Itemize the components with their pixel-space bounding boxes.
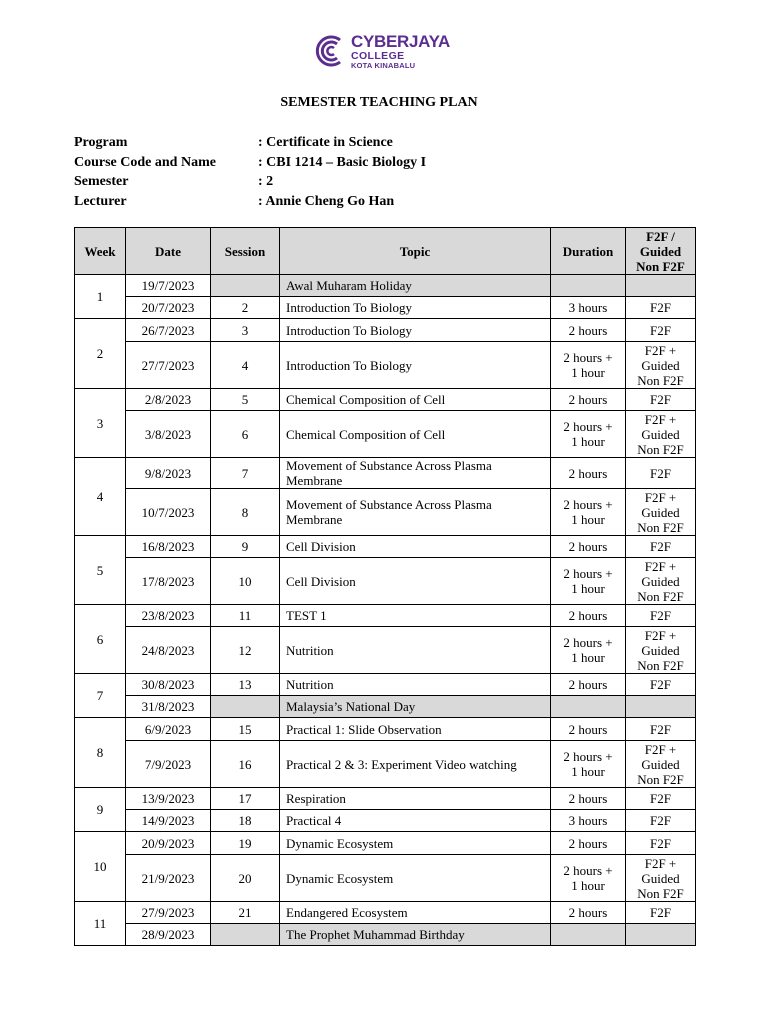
table-row — [75, 275, 696, 297]
cell-date: 27/7/2023 — [126, 342, 211, 389]
cell-mode: F2F + Guided Non F2F — [626, 558, 696, 605]
cell-topic: Introduction To Biology — [280, 297, 551, 319]
cell-duration: 2 hours — [551, 458, 626, 489]
cell-mode: F2F — [626, 902, 696, 924]
table-row — [75, 605, 696, 627]
cell-topic: Nutrition — [280, 674, 551, 696]
info-row-course — [74, 153, 426, 173]
table-row — [75, 810, 696, 832]
cell-topic: Practical 2 & 3: Experiment Video watching — [280, 741, 551, 788]
info-row-program — [74, 133, 426, 153]
page-title: SEMESTER TEACHING PLAN — [280, 95, 478, 110]
table-row — [75, 389, 696, 411]
cell-topic: Practical 1: Slide Observation — [280, 718, 551, 741]
table-row — [75, 297, 696, 319]
cell-duration: 2 hours — [551, 832, 626, 855]
cell-duration: 2 hours + 1 hour — [551, 411, 626, 458]
cell-topic: Chemical Composition of Cell — [280, 389, 551, 411]
cell-session: 12 — [211, 627, 280, 674]
cell-mode: F2F + Guided Non F2F — [626, 855, 696, 902]
table-row — [75, 458, 696, 489]
cell-session: 17 — [211, 788, 280, 810]
table-row — [75, 558, 696, 605]
cell-session: 10 — [211, 558, 280, 605]
cell-mode: F2F — [626, 458, 696, 489]
table-row — [75, 411, 696, 458]
info-label: Lecturer — [74, 193, 127, 209]
cell-duration — [551, 924, 626, 946]
cell-duration: 2 hours + 1 hour — [551, 741, 626, 788]
table-row — [75, 718, 696, 741]
table-row — [75, 696, 696, 718]
header-session: Session — [211, 228, 280, 275]
cell-date: 31/8/2023 — [126, 696, 211, 718]
cell-session — [211, 275, 280, 297]
cell-duration — [551, 696, 626, 718]
cell-session: 15 — [211, 718, 280, 741]
cell-session: 9 — [211, 536, 280, 558]
logo-line-3: KOTA KINABALU — [351, 61, 416, 70]
info-label: Course Code and Name — [74, 154, 216, 170]
cell-mode: F2F — [626, 832, 696, 855]
cell-duration: 2 hours — [551, 674, 626, 696]
cell-mode: F2F + Guided Non F2F — [626, 627, 696, 674]
cell-duration — [551, 275, 626, 297]
table-row — [75, 924, 696, 946]
cell-topic: Malaysia’s National Day — [280, 696, 551, 718]
cell-mode: F2F — [626, 297, 696, 319]
cell-mode: F2F + Guided Non F2F — [626, 489, 696, 536]
cell-week: 1 — [75, 275, 126, 319]
cell-week: 7 — [75, 674, 126, 718]
info-value: : Annie Cheng Go Han — [258, 193, 395, 209]
cell-mode: F2F — [626, 674, 696, 696]
cell-mode: F2F — [626, 319, 696, 342]
cell-date: 30/8/2023 — [126, 674, 211, 696]
cell-mode: F2F + Guided Non F2F — [626, 741, 696, 788]
cell-date: 23/8/2023 — [126, 605, 211, 627]
header-date: Date — [126, 228, 211, 275]
cell-topic: The Prophet Muhammad Birthday — [280, 924, 551, 946]
info-row-semester — [74, 172, 426, 192]
cell-session: 4 — [211, 342, 280, 389]
cell-duration: 2 hours + 1 hour — [551, 342, 626, 389]
cell-date: 13/9/2023 — [126, 788, 211, 810]
logo-line-1: CYBERJAYA — [351, 31, 451, 51]
cell-duration: 2 hours — [551, 389, 626, 411]
table-row — [75, 788, 696, 810]
table-row — [75, 902, 696, 924]
cell-session: 19 — [211, 832, 280, 855]
cell-duration: 2 hours + 1 hour — [551, 489, 626, 536]
college-logo-text — [351, 33, 450, 70]
cell-duration: 3 hours — [551, 297, 626, 319]
cell-week: 4 — [75, 458, 126, 536]
cell-mode — [626, 696, 696, 718]
cell-topic: Cell Division — [280, 558, 551, 605]
cell-topic: Movement of Substance Across Plasma Membrane — [280, 489, 551, 536]
table-row — [75, 832, 696, 855]
table-row — [75, 855, 696, 902]
cell-date: 19/7/2023 — [126, 275, 211, 297]
cell-duration: 2 hours + 1 hour — [551, 855, 626, 902]
header-week: Week — [75, 228, 126, 275]
cell-session: 3 — [211, 319, 280, 342]
cell-mode: F2F — [626, 389, 696, 411]
cell-duration: 2 hours — [551, 902, 626, 924]
cell-mode: F2F — [626, 605, 696, 627]
cell-session: 11 — [211, 605, 280, 627]
cell-date: 24/8/2023 — [126, 627, 211, 674]
cell-date: 20/9/2023 — [126, 832, 211, 855]
cell-topic: Dynamic Ecosystem — [280, 832, 551, 855]
table-body — [75, 275, 696, 946]
cell-session: 21 — [211, 902, 280, 924]
cell-topic: TEST 1 — [280, 605, 551, 627]
cell-date: 7/9/2023 — [126, 741, 211, 788]
cell-date: 6/9/2023 — [126, 718, 211, 741]
cell-session: 6 — [211, 411, 280, 458]
cell-week: 9 — [75, 788, 126, 832]
info-value: : 2 — [258, 174, 274, 189]
cell-date: 17/8/2023 — [126, 558, 211, 605]
cell-date: 27/9/2023 — [126, 902, 211, 924]
table-row — [75, 536, 696, 558]
college-logo-icon — [312, 33, 348, 69]
cell-week: 10 — [75, 832, 126, 902]
cell-duration: 2 hours + 1 hour — [551, 558, 626, 605]
cell-date: 14/9/2023 — [126, 810, 211, 832]
cell-week: 3 — [75, 389, 126, 458]
logo-line-2: COLLEGE — [351, 49, 405, 62]
info-row-lecturer — [74, 192, 426, 212]
cell-session — [211, 924, 280, 946]
cell-session: 7 — [211, 458, 280, 489]
cell-date: 3/8/2023 — [126, 411, 211, 458]
cell-date: 2/8/2023 — [126, 389, 211, 411]
cell-topic: Awal Muharam Holiday — [280, 275, 551, 297]
cell-mode — [626, 275, 696, 297]
info-value: : CBI 1214 – Basic Biology I — [258, 154, 427, 170]
info-label: Semester — [74, 174, 129, 189]
cell-mode: F2F — [626, 536, 696, 558]
cell-topic: Introduction To Biology — [280, 319, 551, 342]
cell-week: 8 — [75, 718, 126, 788]
cell-topic: Nutrition — [280, 627, 551, 674]
cell-mode: F2F — [626, 718, 696, 741]
cell-week: 2 — [75, 319, 126, 389]
cell-date: 26/7/2023 — [126, 319, 211, 342]
cell-mode: F2F + Guided Non F2F — [626, 411, 696, 458]
cell-date: 20/7/2023 — [126, 297, 211, 319]
table-row — [75, 319, 696, 342]
table-header-row — [75, 228, 696, 275]
cell-session: 16 — [211, 741, 280, 788]
cell-session: 13 — [211, 674, 280, 696]
cell-session: 2 — [211, 297, 280, 319]
cell-date: 10/7/2023 — [126, 489, 211, 536]
cell-mode: F2F — [626, 788, 696, 810]
table-row — [75, 627, 696, 674]
info-value: : Certificate in Science — [258, 135, 393, 150]
cell-duration: 2 hours — [551, 536, 626, 558]
cell-session — [211, 696, 280, 718]
header-topic: Topic — [280, 228, 551, 275]
cell-topic: Endangered Ecosystem — [280, 902, 551, 924]
cell-week: 6 — [75, 605, 126, 674]
table-row — [75, 741, 696, 788]
cell-session: 5 — [211, 389, 280, 411]
table-row — [75, 489, 696, 536]
cell-mode — [626, 924, 696, 946]
college-logo — [312, 30, 462, 72]
cell-mode: F2F + Guided Non F2F — [626, 342, 696, 389]
cell-mode: F2F — [626, 810, 696, 832]
cell-duration: 2 hours — [551, 718, 626, 741]
cell-duration: 2 hours — [551, 319, 626, 342]
cell-week: 11 — [75, 902, 126, 946]
cell-duration: 2 hours + 1 hour — [551, 627, 626, 674]
cell-date: 16/8/2023 — [126, 536, 211, 558]
cell-session: 20 — [211, 855, 280, 902]
cell-topic: Dynamic Ecosystem — [280, 855, 551, 902]
cell-topic: Respiration — [280, 788, 551, 810]
cell-date: 21/9/2023 — [126, 855, 211, 902]
cell-duration: 2 hours — [551, 605, 626, 627]
cell-duration: 2 hours — [551, 788, 626, 810]
cell-topic: Cell Division — [280, 536, 551, 558]
cell-topic: Movement of Substance Across Plasma Membrane — [280, 458, 551, 489]
cell-session: 18 — [211, 810, 280, 832]
table-row — [75, 342, 696, 389]
cell-date: 28/9/2023 — [126, 924, 211, 946]
cell-week: 5 — [75, 536, 126, 605]
cell-topic: Chemical Composition of Cell — [280, 411, 551, 458]
info-label: Program — [74, 135, 128, 150]
cell-topic: Practical 4 — [280, 810, 551, 832]
table-row — [75, 674, 696, 696]
teaching-plan-table — [74, 227, 696, 946]
cell-date: 9/8/2023 — [126, 458, 211, 489]
course-info — [74, 133, 426, 211]
header-duration: Duration — [551, 228, 626, 275]
cell-topic: Introduction To Biology — [280, 342, 551, 389]
header-mode: F2F / Guided Non F2F — [626, 228, 696, 275]
cell-duration: 3 hours — [551, 810, 626, 832]
cell-session: 8 — [211, 489, 280, 536]
